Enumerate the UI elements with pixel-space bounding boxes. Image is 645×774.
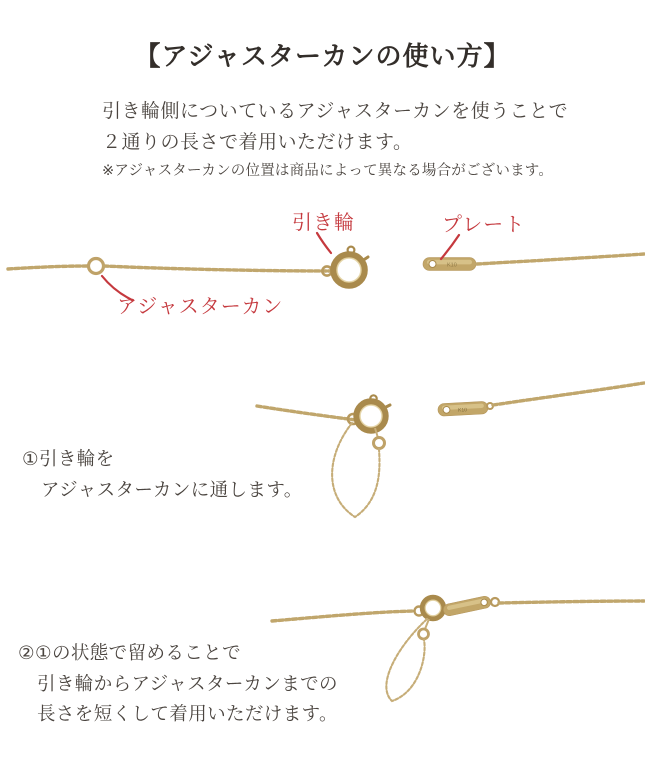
step-1-line-2: アジャスターカンに通します。: [41, 478, 303, 500]
clasp-highlight: [360, 405, 382, 427]
label-adjuster: アジャスターカン: [117, 296, 284, 318]
clasp-highlight: [337, 258, 361, 282]
spring-ring-clasp: [334, 255, 365, 286]
pointer-line-plate: [441, 235, 459, 259]
intro-line-2: ２通りの長さで着用いただけます。: [102, 132, 413, 153]
hanging-chain-loop: [332, 423, 379, 517]
plate-tag: [423, 258, 476, 271]
pointer-line-clasp: [317, 233, 331, 253]
step-2-line-2: 引き輪からアジャスターカンまでの: [37, 672, 338, 694]
step-1-line-1: ①引き輪を: [22, 448, 115, 469]
clasp-top-loop: [348, 247, 355, 254]
plate-tag: [442, 595, 491, 617]
chain-segment: [499, 601, 644, 603]
photo-necklace-overview: [8, 233, 644, 300]
chain-segment: [257, 406, 356, 420]
photo-step1: [257, 383, 644, 517]
step-2-line-1: ②①の状態で留めることで: [18, 642, 241, 663]
chain-segment: [477, 254, 644, 264]
chain-segment: [8, 266, 88, 269]
chain-segment: [272, 611, 414, 621]
clasp-highlight: [425, 600, 441, 616]
plate-tag: [438, 401, 489, 416]
intro-line-1: 引き輪側についているアジャスターカンを使うことで: [102, 101, 569, 122]
adjuster-ring: [374, 438, 385, 449]
adjuster-ring: [419, 629, 429, 639]
step-1-text: [22, 444, 303, 505]
intro-paragraph: [102, 96, 568, 158]
step-2-line-3: 長さを短くして着用いただけます。: [37, 703, 338, 724]
page-title: 【アジャスターカンの使い方】: [134, 41, 511, 71]
spring-ring-clasp: [357, 402, 386, 431]
chain-segment: [493, 383, 644, 405]
step-2-text: [18, 638, 338, 730]
plate-stamp: K10: [447, 262, 457, 269]
adjuster-ring: [89, 259, 104, 274]
label-plate: プレート: [442, 214, 526, 236]
intro-note: ※アジャスターカンの位置は商品によって異なる場合がございます。: [102, 163, 554, 179]
plate-stamp: K10: [457, 407, 468, 414]
chain-segment: [104, 266, 333, 271]
label-clasp: 引き輪: [292, 212, 355, 234]
